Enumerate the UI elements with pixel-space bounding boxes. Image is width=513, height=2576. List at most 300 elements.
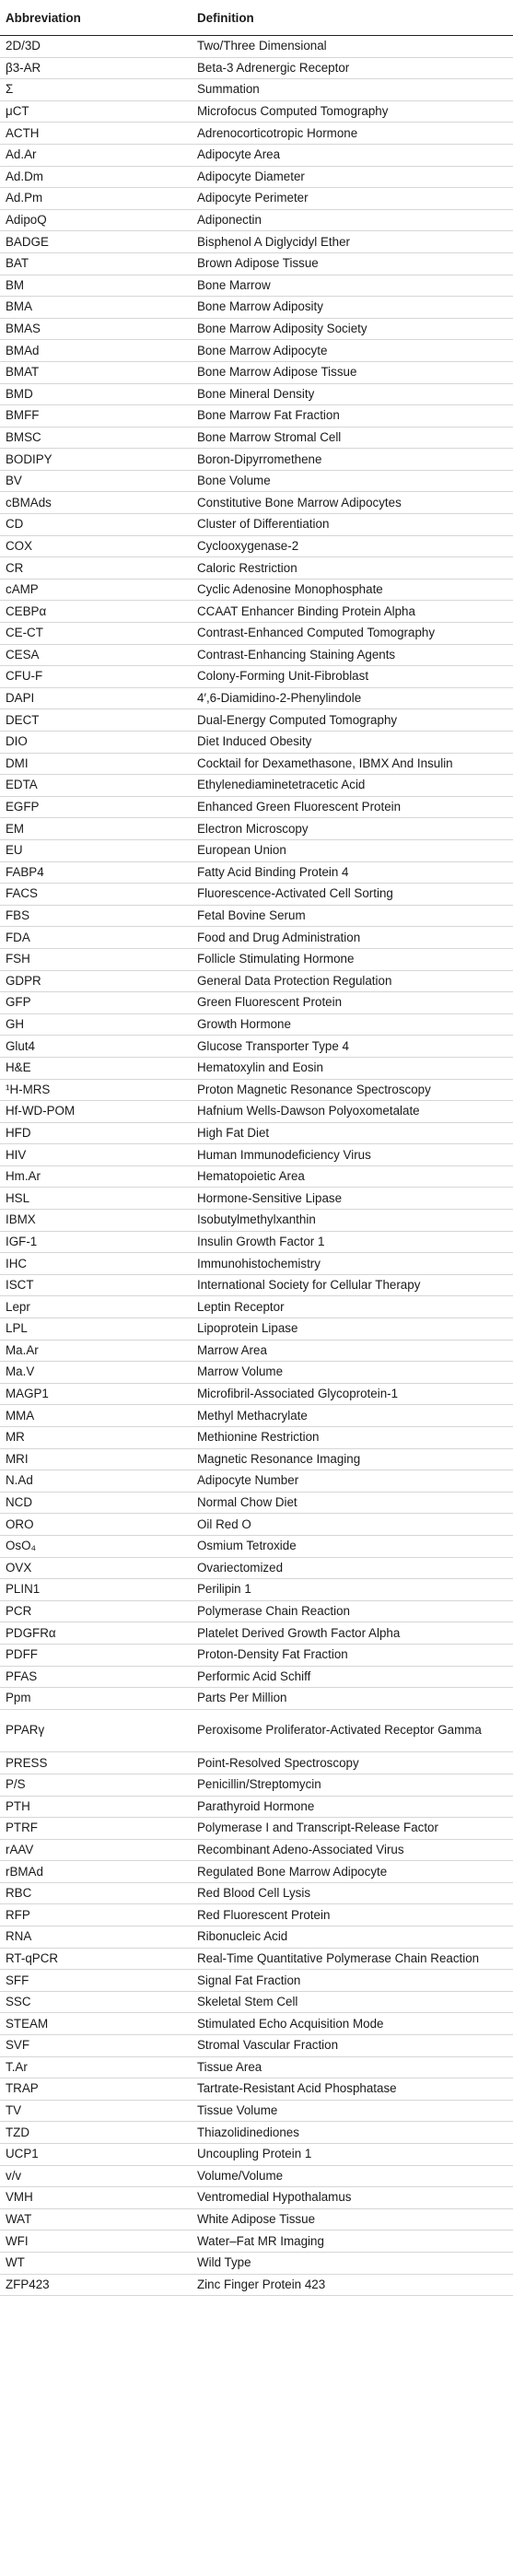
table-row (0, 1644, 513, 1666)
table-row (0, 1470, 513, 1493)
abbreviation-cell: FACS (0, 884, 193, 906)
table-row (0, 405, 513, 427)
table-row (0, 1622, 513, 1645)
definition-cell: Real-Time Quantitative Polymerase Chain Reaction (193, 1948, 513, 1970)
definition-cell: Zinc Finger Protein 423 (193, 2274, 513, 2296)
table-row (0, 188, 513, 210)
table-row (0, 1036, 513, 1058)
abbreviation-cell: EDTA (0, 775, 193, 797)
definition-cell: Tartrate-Resistant Acid Phosphatase (193, 2078, 513, 2101)
definition-cell: Thiazolidinediones (193, 2122, 513, 2144)
table-row (0, 753, 513, 775)
definition-cell: Uncoupling Protein 1 (193, 2144, 513, 2166)
abbreviation-cell: BV (0, 470, 193, 492)
abbreviation-cell: MRI (0, 1448, 193, 1470)
definition-cell: Glucose Transporter Type 4 (193, 1036, 513, 1058)
table-row (0, 2231, 513, 2253)
table-row (0, 252, 513, 275)
definition-cell: Water–Fat MR Imaging (193, 2231, 513, 2253)
abbreviation-cell: Σ (0, 79, 193, 101)
abbreviation-cell: GFP (0, 992, 193, 1014)
abbreviation-cell: EM (0, 818, 193, 840)
abbreviation-cell: BMFF (0, 405, 193, 427)
table-row (0, 2013, 513, 2035)
definition-cell: Perilipin 1 (193, 1579, 513, 1601)
abbreviation-cell: BMD (0, 383, 193, 405)
definition-cell: Dual-Energy Computed Tomography (193, 709, 513, 732)
abbreviation-cell: COX (0, 535, 193, 557)
definition-cell: Contrast-Enhancing Staining Agents (193, 644, 513, 666)
abbreviation-cell: β3-AR (0, 57, 193, 79)
table-row (0, 100, 513, 123)
table-row (0, 2208, 513, 2231)
table-row (0, 470, 513, 492)
abbreviation-cell: BMSC (0, 427, 193, 449)
table-row (0, 1991, 513, 2013)
definition-cell: Stromal Vascular Fraction (193, 2035, 513, 2057)
table-row (0, 535, 513, 557)
table-row (0, 2274, 513, 2296)
abbreviation-cell: DIO (0, 732, 193, 754)
definition-cell: Polymerase Chain Reaction (193, 1600, 513, 1622)
table-row (0, 1514, 513, 1536)
abbreviation-cell: IHC (0, 1253, 193, 1275)
abbreviation-cell: BM (0, 275, 193, 297)
definition-cell: Fluorescence-Activated Cell Sorting (193, 884, 513, 906)
definition-cell: Adipocyte Perimeter (193, 188, 513, 210)
definition-cell: White Adipose Tissue (193, 2208, 513, 2231)
definition-cell: Regulated Bone Marrow Adipocyte (193, 1861, 513, 1883)
definition-cell: Ovariectomized (193, 1557, 513, 1579)
abbreviation-cell: LPL (0, 1318, 193, 1341)
definition-cell: Bone Marrow Adipose Tissue (193, 361, 513, 383)
abbreviation-cell: Ad.Ar (0, 144, 193, 166)
abbreviation-cell: Hm.Ar (0, 1165, 193, 1188)
definition-cell: Parts Per Million (193, 1688, 513, 1710)
abbreviation-cell: CESA (0, 644, 193, 666)
abbreviation-cell: Glut4 (0, 1036, 193, 1058)
table-row (0, 775, 513, 797)
table-row (0, 144, 513, 166)
definition-cell: Methionine Restriction (193, 1427, 513, 1449)
definition-cell: Performic Acid Schiff (193, 1666, 513, 1688)
table-row (0, 927, 513, 949)
table-row (0, 884, 513, 906)
table-row (0, 2035, 513, 2057)
definition-cell: Adiponectin (193, 209, 513, 231)
definition-cell: Hafnium Wells-Dawson Polyoxometalate (193, 1101, 513, 1123)
table-row (0, 1253, 513, 1275)
definition-cell: Microfocus Computed Tomography (193, 100, 513, 123)
abbreviation-cell: rAAV (0, 1839, 193, 1861)
abbreviation-cell: HIV (0, 1144, 193, 1166)
table-row (0, 1579, 513, 1601)
table-row (0, 1405, 513, 1427)
table-row (0, 383, 513, 405)
definition-cell: Isobutylmethylxanthin (193, 1210, 513, 1232)
definition-cell: Electron Microscopy (193, 818, 513, 840)
abbreviation-cell: ORO (0, 1514, 193, 1536)
definition-cell: Insulin Growth Factor 1 (193, 1231, 513, 1253)
abbreviation-cell: WT (0, 2252, 193, 2274)
table-row (0, 1904, 513, 1926)
definition-cell: Marrow Volume (193, 1362, 513, 1384)
table-row (0, 1926, 513, 1949)
definition-cell: Enhanced Green Fluorescent Protein (193, 796, 513, 818)
abbreviation-cell: PDGFRα (0, 1622, 193, 1645)
definition-cell: Immunohistochemistry (193, 1253, 513, 1275)
abbreviation-cell: Ppm (0, 1688, 193, 1710)
table-row (0, 557, 513, 580)
table-row (0, 796, 513, 818)
table-row (0, 275, 513, 297)
table-row (0, 1796, 513, 1818)
abbreviation-cell: PDFF (0, 1644, 193, 1666)
definition-cell: General Data Protection Regulation (193, 970, 513, 992)
definition-cell: Beta-3 Adrenergic Receptor (193, 57, 513, 79)
definition-cell: Platelet Derived Growth Factor Alpha (193, 1622, 513, 1645)
table-row (0, 1274, 513, 1296)
abbreviation-cell: DECT (0, 709, 193, 732)
table-row (0, 623, 513, 645)
table-row (0, 492, 513, 514)
definition-cell: Human Immunodeficiency Virus (193, 1144, 513, 1166)
definition-cell: Cocktail for Dexamethasone, IBMX And Insulin (193, 753, 513, 775)
abbreviation-cell: RFP (0, 1904, 193, 1926)
table-row (0, 2056, 513, 2078)
definition-cell: Parathyroid Hormone (193, 1796, 513, 1818)
definition-cell: Fetal Bovine Serum (193, 905, 513, 927)
definition-cell: Bone Marrow (193, 275, 513, 297)
table-row (0, 209, 513, 231)
table-row (0, 970, 513, 992)
abbreviation-cell: WFI (0, 2231, 193, 2253)
abbreviation-cell: PTH (0, 1796, 193, 1818)
abbreviation-cell: μCT (0, 100, 193, 123)
definition-cell: Osmium Tetroxide (193, 1535, 513, 1557)
table-row (0, 166, 513, 188)
abbreviation-cell: PRESS (0, 1752, 193, 1774)
definition-cell: Cyclooxygenase-2 (193, 535, 513, 557)
definition-cell: Bone Marrow Adipocyte (193, 340, 513, 362)
definition-cell: Two/Three Dimensional (193, 36, 513, 58)
table-row (0, 1210, 513, 1232)
definition-cell: Normal Chow Diet (193, 1492, 513, 1514)
definition-cell: Cluster of Differentiation (193, 514, 513, 536)
table-row (0, 1535, 513, 1557)
table-row (0, 1057, 513, 1079)
table-row (0, 1165, 513, 1188)
definition-cell: Oil Red O (193, 1514, 513, 1536)
abbreviation-cell: BMAd (0, 340, 193, 362)
table-row (0, 709, 513, 732)
abbreviation-cell: rBMAd (0, 1861, 193, 1883)
table-row (0, 905, 513, 927)
abbreviation-cell: HFD (0, 1122, 193, 1144)
definition-cell: Volume/Volume (193, 2165, 513, 2187)
table-row (0, 1688, 513, 1710)
abbreviation-cell: PPARγ (0, 1709, 193, 1752)
table-row (0, 1666, 513, 1688)
definition-cell: CCAAT Enhancer Binding Protein Alpha (193, 601, 513, 623)
abbreviation-cell: DMI (0, 753, 193, 775)
table-row (0, 361, 513, 383)
definition-cell: Hematoxylin and Eosin (193, 1057, 513, 1079)
definition-cell: Leptin Receptor (193, 1296, 513, 1318)
table-row (0, 579, 513, 601)
abbreviation-cell: v/v (0, 2165, 193, 2187)
table-row (0, 1709, 513, 1752)
definition-cell: Magnetic Resonance Imaging (193, 1448, 513, 1470)
abbreviation-cell: CD (0, 514, 193, 536)
abbreviation-cell: OVX (0, 1557, 193, 1579)
table-header-row (0, 0, 513, 36)
abbreviation-cell: EU (0, 839, 193, 861)
definition-cell: Bone Mineral Density (193, 383, 513, 405)
table-row (0, 1752, 513, 1774)
table-row (0, 1122, 513, 1144)
definition-cell: Ribonucleic Acid (193, 1926, 513, 1949)
abbreviation-cell: cAMP (0, 579, 193, 601)
table-row (0, 1427, 513, 1449)
table-row (0, 1144, 513, 1166)
definition-cell: Fatty Acid Binding Protein 4 (193, 861, 513, 884)
abbreviation-cell: Hf-WD-POM (0, 1101, 193, 1123)
table-row (0, 1861, 513, 1883)
abbreviation-cell: FBS (0, 905, 193, 927)
table-row (0, 732, 513, 754)
abbreviation-cell: TZD (0, 2122, 193, 2144)
definition-cell: Brown Adipose Tissue (193, 252, 513, 275)
table-row (0, 1448, 513, 1470)
abbreviation-cell: HSL (0, 1188, 193, 1210)
definition-cell: Red Fluorescent Protein (193, 1904, 513, 1926)
table-row (0, 818, 513, 840)
table-row (0, 1557, 513, 1579)
definition-cell: Contrast-Enhanced Computed Tomography (193, 623, 513, 645)
table-row (0, 2187, 513, 2209)
table-row (0, 1013, 513, 1036)
abbreviation-cell: IGF-1 (0, 1231, 193, 1253)
definition-cell: High Fat Diet (193, 1122, 513, 1144)
abbreviation-cell: ACTH (0, 123, 193, 145)
table-row (0, 1948, 513, 1970)
abbreviation-cell: SSC (0, 1991, 193, 2013)
table-row (0, 340, 513, 362)
abbreviation-cell: Ma.V (0, 1362, 193, 1384)
definition-cell: Point-Resolved Spectroscopy (193, 1752, 513, 1774)
abbreviation-cell: CEBPα (0, 601, 193, 623)
abbreviation-cell: VMH (0, 2187, 193, 2209)
abbreviation-cell: UCP1 (0, 2144, 193, 2166)
definition-cell: Follicle Stimulating Hormone (193, 948, 513, 970)
definition-cell: Bisphenol A Diglycidyl Ether (193, 231, 513, 253)
definition-cell: Microfibril-Associated Glycoprotein-1 (193, 1383, 513, 1405)
definition-cell: Adipocyte Area (193, 144, 513, 166)
definition-cell: 4′,6-Diamidino-2-Phenylindole (193, 687, 513, 709)
definition-cell: Methyl Methacrylate (193, 1405, 513, 1427)
definition-cell: Stimulated Echo Acquisition Mode (193, 2013, 513, 2035)
abbreviation-cell: H&E (0, 1057, 193, 1079)
abbreviation-cell: PCR (0, 1600, 193, 1622)
abbreviation-cell: BODIPY (0, 449, 193, 471)
abbreviation-cell: ISCT (0, 1274, 193, 1296)
abbreviation-cell: BAT (0, 252, 193, 275)
definition-cell: Marrow Area (193, 1340, 513, 1362)
table-row (0, 2078, 513, 2101)
abbreviation-cell: Lepr (0, 1296, 193, 1318)
definition-cell: Diet Induced Obesity (193, 732, 513, 754)
table-row (0, 1101, 513, 1123)
definition-cell: Tissue Area (193, 2056, 513, 2078)
table-row (0, 2122, 513, 2144)
abbreviation-cell: MMA (0, 1405, 193, 1427)
abbreviation-cell: CFU-F (0, 666, 193, 688)
table-row (0, 1362, 513, 1384)
abbreviation-cell: MAGP1 (0, 1383, 193, 1405)
table-row (0, 2100, 513, 2122)
definition-cell: Growth Hormone (193, 1013, 513, 1036)
definition-cell: Proton Magnetic Resonance Spectroscopy (193, 1079, 513, 1101)
abbreviation-column-header: Abbreviation (0, 0, 193, 36)
abbreviation-cell: IBMX (0, 1210, 193, 1232)
definition-cell: Bone Marrow Adiposity Society (193, 318, 513, 340)
definition-cell: International Society for Cellular Therapy (193, 1274, 513, 1296)
abbreviation-cell: SFF (0, 1970, 193, 1992)
abbreviation-cell: FDA (0, 927, 193, 949)
definition-cell: Tissue Volume (193, 2100, 513, 2122)
definition-cell: Recombinant Adeno-Associated Virus (193, 1839, 513, 1861)
table-row (0, 2165, 513, 2187)
table-row (0, 427, 513, 449)
definition-cell: Wild Type (193, 2252, 513, 2274)
table-row (0, 2144, 513, 2166)
definition-cell: Ethylenediaminetetracetic Acid (193, 775, 513, 797)
definition-cell: Constitutive Bone Marrow Adipocytes (193, 492, 513, 514)
abbreviation-cell: BMAT (0, 361, 193, 383)
table-row (0, 1970, 513, 1992)
abbreviation-cell: DAPI (0, 687, 193, 709)
definition-cell: Bone Marrow Adiposity (193, 297, 513, 319)
abbreviation-cell: SVF (0, 2035, 193, 2057)
table-row (0, 2252, 513, 2274)
definition-cell: Adrenocorticotropic Hormone (193, 123, 513, 145)
abbreviation-cell: 2D/3D (0, 36, 193, 58)
abbreviation-cell: FABP4 (0, 861, 193, 884)
abbreviation-cell: BADGE (0, 231, 193, 253)
abbreviation-cell: P/S (0, 1774, 193, 1796)
abbreviation-cell: N.Ad (0, 1470, 193, 1493)
table-body (0, 36, 513, 2296)
definition-cell: Hematopoietic Area (193, 1165, 513, 1188)
definition-cell: Proton-Density Fat Fraction (193, 1644, 513, 1666)
table-row (0, 36, 513, 58)
table-row (0, 687, 513, 709)
table-row (0, 644, 513, 666)
table-row (0, 514, 513, 536)
abbreviation-cell: GH (0, 1013, 193, 1036)
table-row (0, 601, 513, 623)
abbreviation-cell: PFAS (0, 1666, 193, 1688)
table-row (0, 1492, 513, 1514)
abbreviation-cell: RT-qPCR (0, 1948, 193, 1970)
definition-cell: Adipocyte Number (193, 1470, 513, 1493)
table-row (0, 1188, 513, 1210)
abbreviation-cell: Ad.Pm (0, 188, 193, 210)
abbreviation-cell: Ma.Ar (0, 1340, 193, 1362)
abbreviation-cell: BMAS (0, 318, 193, 340)
definition-cell: Red Blood Cell Lysis (193, 1882, 513, 1904)
abbreviation-cell: TV (0, 2100, 193, 2122)
definition-cell: Skeletal Stem Cell (193, 1991, 513, 2013)
definition-cell: Bone Marrow Fat Fraction (193, 405, 513, 427)
abbreviation-cell: OsO₄ (0, 1535, 193, 1557)
definition-cell: Caloric Restriction (193, 557, 513, 580)
table-row (0, 1340, 513, 1362)
table-row (0, 948, 513, 970)
abbreviation-cell: CR (0, 557, 193, 580)
definition-cell: Boron-Dipyrromethene (193, 449, 513, 471)
table-row (0, 1882, 513, 1904)
table-row (0, 231, 513, 253)
abbreviation-cell: PTRF (0, 1818, 193, 1840)
definition-cell: Colony-Forming Unit-Fibroblast (193, 666, 513, 688)
table-row (0, 1774, 513, 1796)
table-row (0, 861, 513, 884)
abbreviation-cell: NCD (0, 1492, 193, 1514)
table-row (0, 1818, 513, 1840)
definition-cell: Signal Fat Fraction (193, 1970, 513, 1992)
definition-cell: Summation (193, 79, 513, 101)
definition-cell: Bone Marrow Stromal Cell (193, 427, 513, 449)
abbreviation-cell: TRAP (0, 2078, 193, 2101)
definition-cell: Lipoprotein Lipase (193, 1318, 513, 1341)
abbreviation-cell: RNA (0, 1926, 193, 1949)
abbreviation-cell: WAT (0, 2208, 193, 2231)
abbreviation-cell: MR (0, 1427, 193, 1449)
abbreviation-cell: BMA (0, 297, 193, 319)
abbreviation-cell: ¹H-MRS (0, 1079, 193, 1101)
table-row (0, 79, 513, 101)
table-row (0, 1296, 513, 1318)
table-row (0, 297, 513, 319)
table-row (0, 1231, 513, 1253)
table-row (0, 57, 513, 79)
abbreviation-cell: T.Ar (0, 2056, 193, 2078)
table-row (0, 318, 513, 340)
abbreviation-cell: FSH (0, 948, 193, 970)
table-row (0, 1318, 513, 1341)
definition-cell: Green Fluorescent Protein (193, 992, 513, 1014)
definition-cell: Hormone-Sensitive Lipase (193, 1188, 513, 1210)
abbreviation-cell: EGFP (0, 796, 193, 818)
abbreviation-cell: cBMAds (0, 492, 193, 514)
table-row (0, 1383, 513, 1405)
definition-column-header: Definition (193, 0, 513, 36)
table-row (0, 1600, 513, 1622)
table-row (0, 449, 513, 471)
definition-cell: Cyclic Adenosine Monophosphate (193, 579, 513, 601)
table-row (0, 1079, 513, 1101)
definition-cell: Bone Volume (193, 470, 513, 492)
abbreviation-cell: RBC (0, 1882, 193, 1904)
definition-cell: European Union (193, 839, 513, 861)
definition-cell: Peroxisome Proliferator-Activated Receptor Gamma (193, 1709, 513, 1752)
definition-cell: Polymerase I and Transcript-Release Factor (193, 1818, 513, 1840)
definition-cell: Adipocyte Diameter (193, 166, 513, 188)
abbreviation-cell: STEAM (0, 2013, 193, 2035)
abbreviation-cell: ZFP423 (0, 2274, 193, 2296)
